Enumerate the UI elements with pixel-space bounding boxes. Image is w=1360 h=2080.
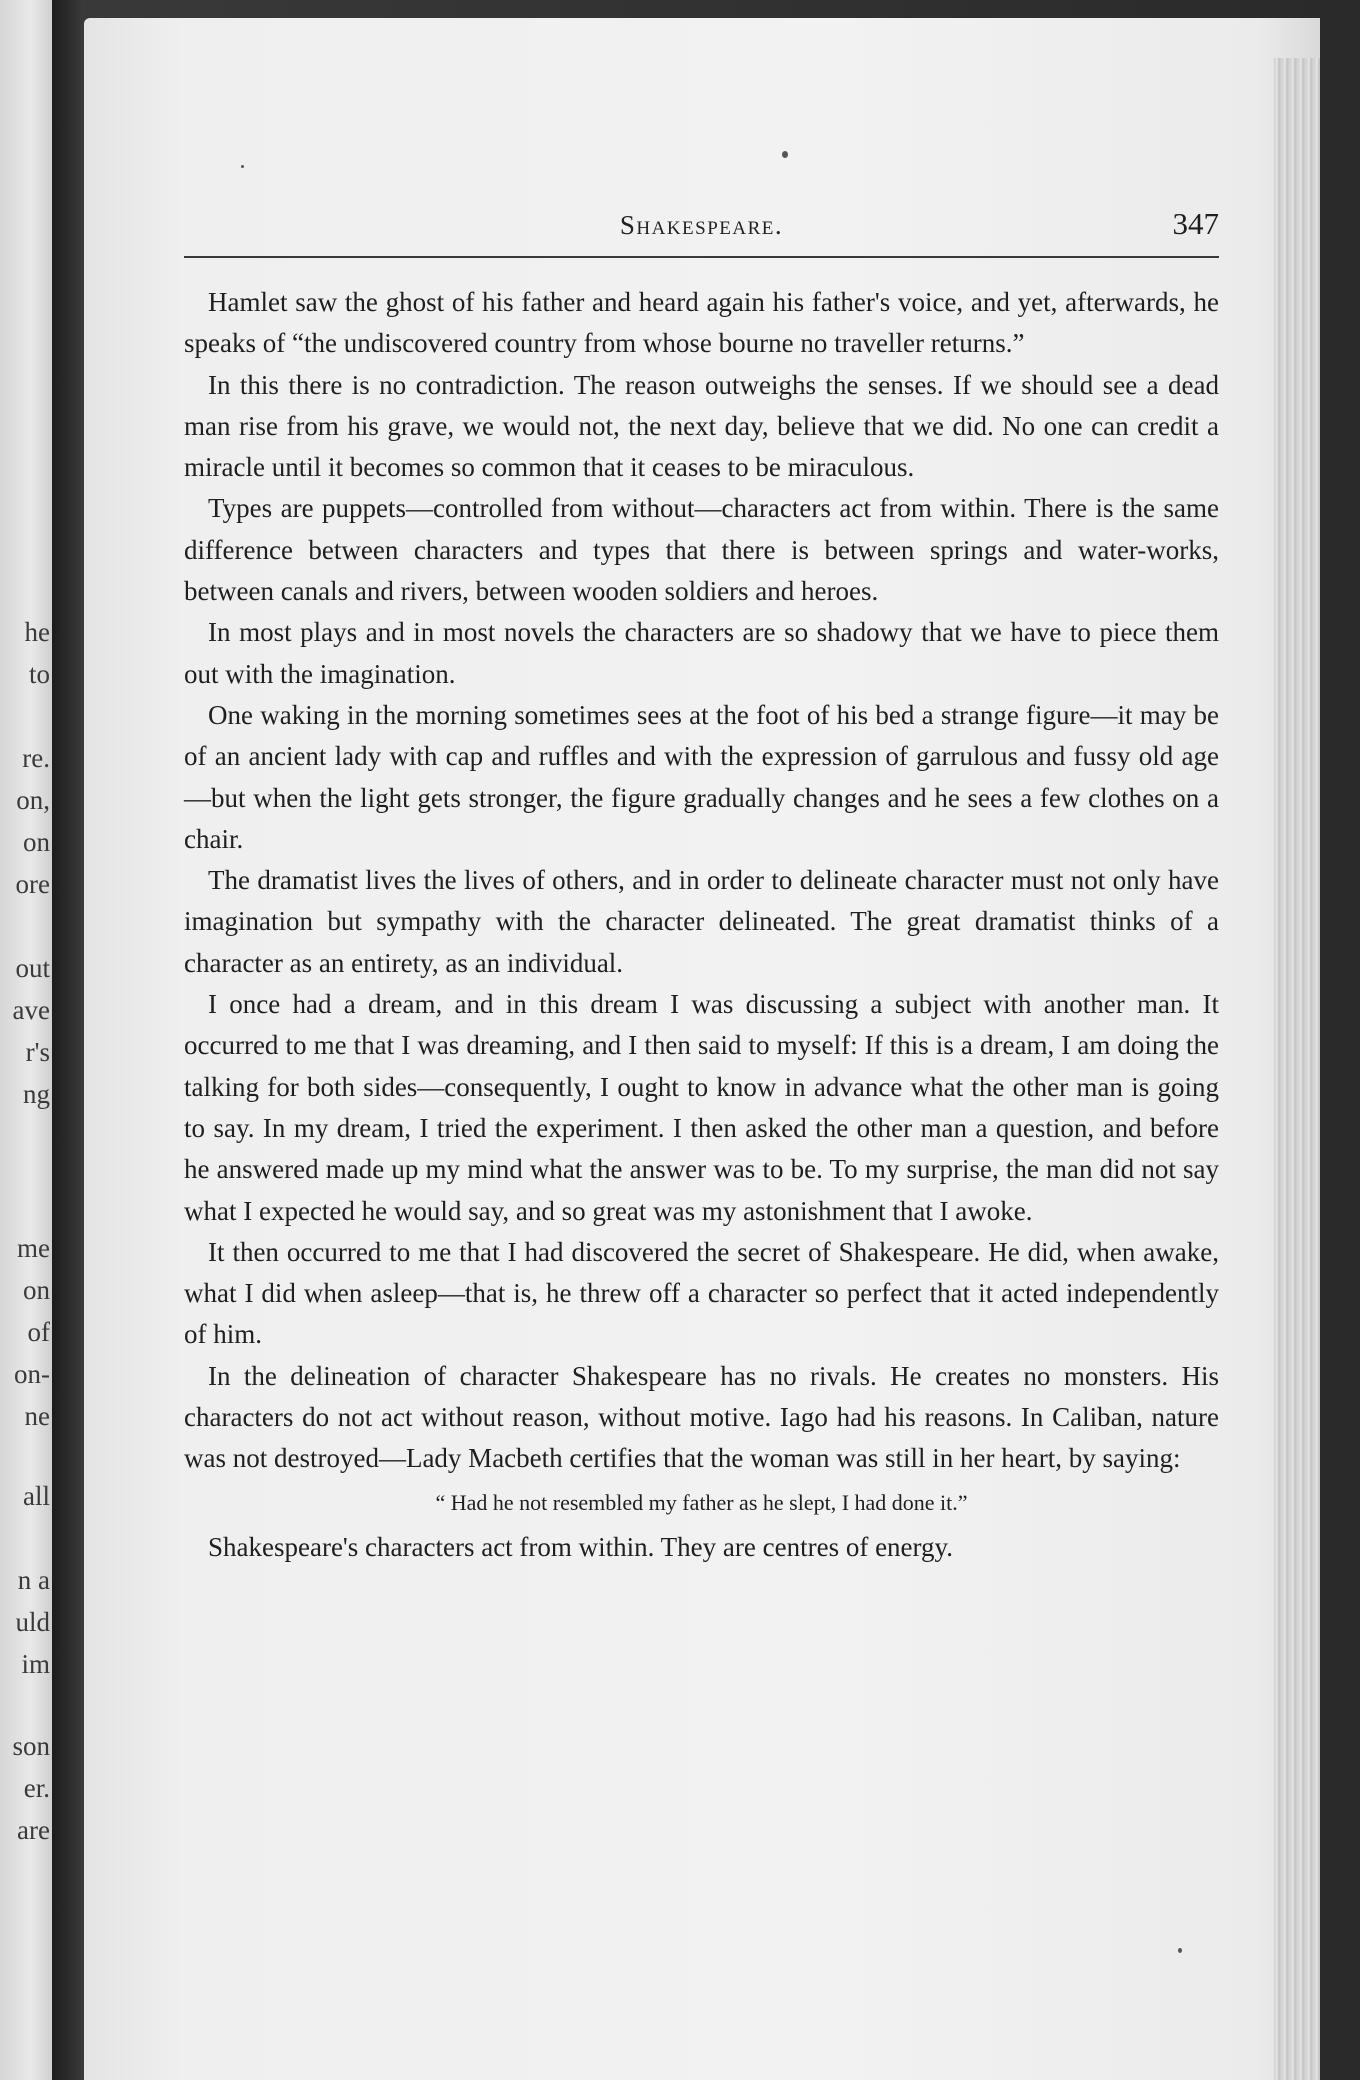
facing-page-fragment: on, [16, 785, 50, 815]
paragraph: The dramatist lives the lives of others, and in order to delineate character must not only have imagination but sympathy with the character delineated. The great dramatist thinks of a character as an entirety, as an individual. [184, 865, 1219, 978]
facing-page-fragment: of [27, 1317, 50, 1347]
facing-page-fragment: on- [14, 1359, 50, 1389]
page-block-edge [1274, 58, 1320, 2080]
paragraph: I once had a dream, and in this dream I was discussing a subject with another man. It occurred to me that I was dreaming, and I then said to myself: If this is a dream, I am doing the talking for both sides—consequently, I ought to know in advance what the other man is going to say. In my dream, I tried the experiment. I then asked the other man a question, and before he answered made up my mind what the answer was to be. To my surprise, the man did not say what I expected he would say, and so great was my astonishment that I awoke. [184, 989, 1219, 1226]
paragraph: Types are puppets—controlled from without—characters act from within. There is the same difference between characters and types that there is between springs and water-works, between canals and rivers, between wooden soldiers and heroes. [184, 493, 1219, 607]
facing-page-fragment: ore [15, 869, 50, 899]
facing-page-fragment: uld [15, 1607, 50, 1637]
facing-page-fragment: on [23, 1275, 50, 1305]
facing-page-fragment: ne [24, 1401, 50, 1431]
running-head [184, 206, 1219, 256]
book-page [84, 18, 1320, 2080]
facing-page-fragment: im [21, 1649, 50, 1679]
facing-page-fragment: re. [22, 743, 50, 773]
paragraph: In the delineation of character Shakespeare has no rivals. He creates no monsters. His characters do not act without reason, without motive. Iago had his reasons. In Caliban, nature was not destroyed—Lady Macbeth certifies that the woman was still in her heart, by saying: [184, 1360, 1219, 1474]
paragraph: Hamlet saw the ghost of his father and heard again his father's voice, and yet, afterwards, he speaks of “the undiscovered country from whose bourne no traveller returns.” [184, 287, 1219, 359]
book-gutter [52, 0, 84, 2080]
page-number: 347 [1172, 206, 1219, 241]
facing-page-fragment: he [24, 617, 50, 647]
facing-page-fragment: are [17, 1815, 50, 1845]
facing-page-fragment: ave [12, 995, 50, 1025]
running-title: Shakespeare. [619, 210, 784, 240]
ink-speck [1178, 1948, 1182, 1953]
paragraph: One waking in the morning sometimes sees at the foot of his bed a strange figure—it may be of an ancient lady with cap and ruffles and with the expression of garrulous and fussy old age—but when the light gets stronger, the figure gradually changes and he sees a few clothes on a chair. [184, 699, 1219, 854]
facing-page-fragment: out [15, 953, 50, 983]
facing-page-edge [0, 0, 52, 2080]
facing-page-fragment: er. [23, 1773, 50, 1803]
paragraph: It then occurred to me that I had discovered the secret of Shakespeare. He did, when awake, what I did when asleep—that is, he threw off a character so perfect that it acted independently of him. [184, 1236, 1219, 1350]
header-rule [184, 256, 1219, 258]
closing-paragraph: Shakespeare's characters act from within. They are centres of energy. [208, 1531, 954, 1562]
facing-page-fragment: me [17, 1233, 50, 1263]
facing-page-fragment: to [28, 659, 50, 689]
paragraph: In most plays and in most novels the characters are so shadowy that we have to piece them out with the imagination. [184, 617, 1219, 689]
facing-page-fragment: on [23, 827, 50, 857]
ink-speck [782, 151, 788, 158]
facing-page-fragment: r's [25, 1037, 50, 1067]
facing-page-fragment: all [23, 1481, 50, 1511]
facing-page-fragment: son [12, 1731, 50, 1761]
block-quotation: “ Had he not resembled my father as he slept, I had done it.” [435, 1489, 968, 1515]
facing-page-fragment: ng [23, 1079, 50, 1109]
ink-speck [241, 165, 244, 168]
body-text [184, 282, 1219, 1568]
paragraph: In this there is no contradiction. The reason outweighs the senses. If we should see a dead man rise from his grave, we would not, the next day, believe that we did. No one can credit a miracle until it becomes so common that it ceases to be miraculous. [184, 369, 1219, 483]
facing-page-fragment: n a [17, 1565, 50, 1595]
